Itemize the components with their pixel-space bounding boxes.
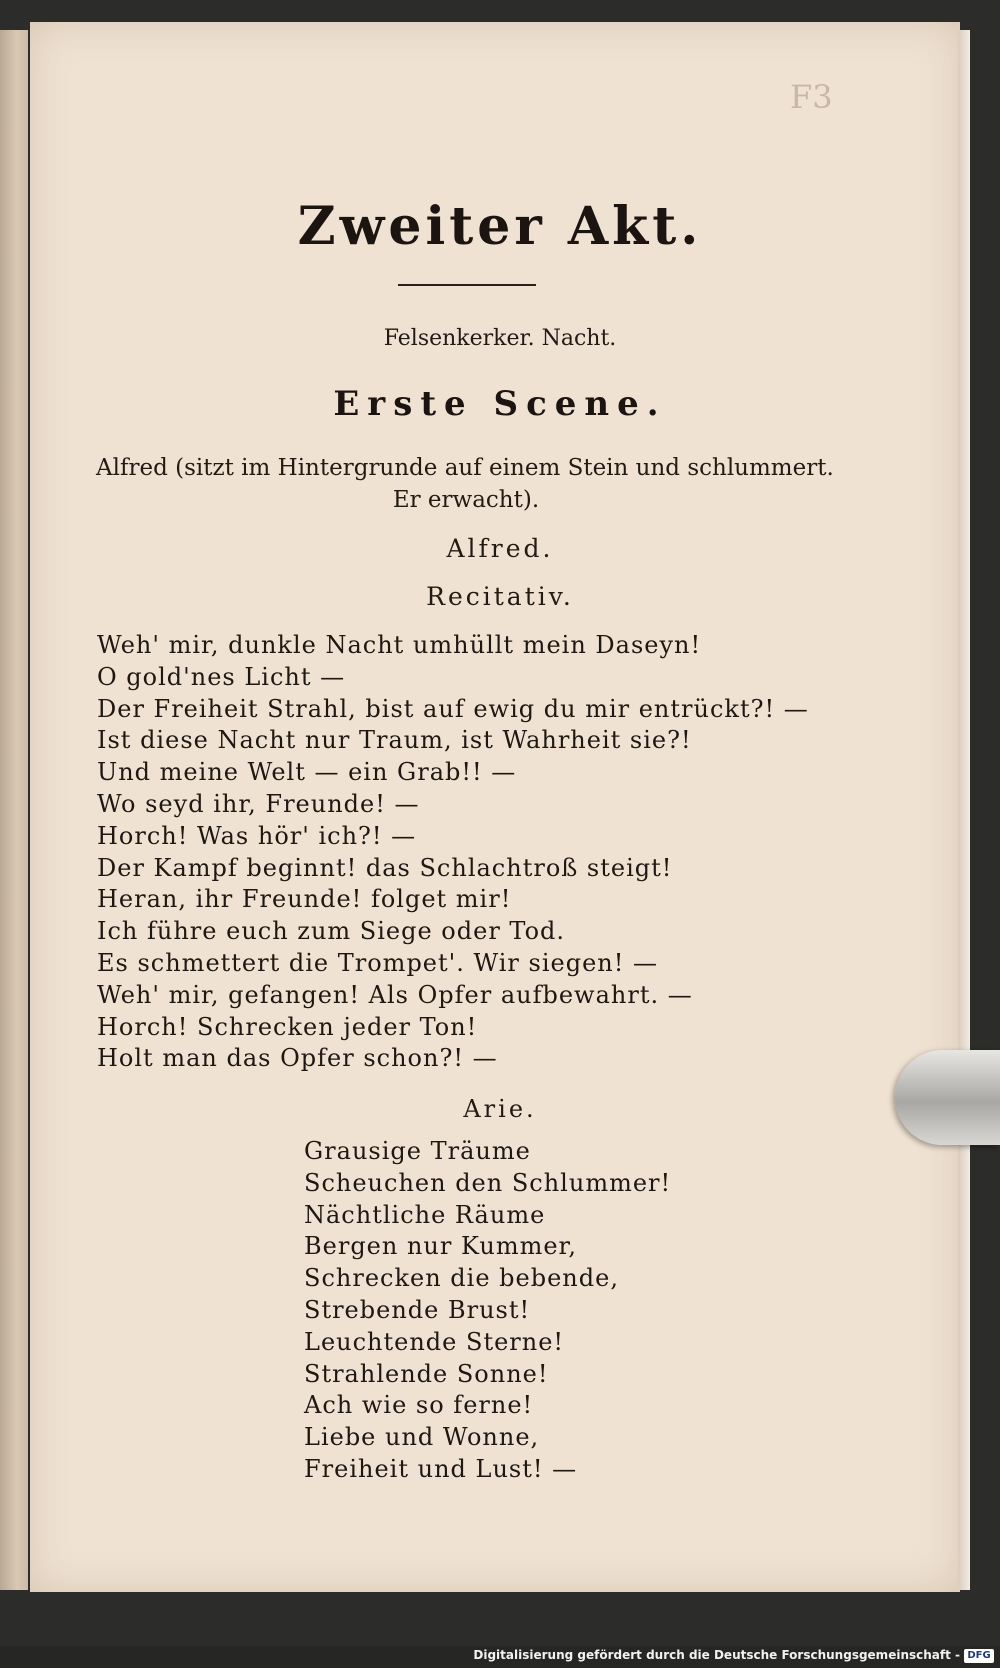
verse-line: Horch! Schrecken jeder Ton! [97, 1012, 478, 1041]
recitative-heading: Recitativ. [426, 582, 574, 611]
verse-line: Und meine Welt — ein Grab!! — [97, 758, 517, 787]
stage-direction-line-2: Er erwacht). [392, 487, 540, 513]
verse-line: Bergen nur Kummer, [304, 1232, 578, 1261]
verse-line: Holt man das Opfer schon?! — [97, 1044, 498, 1073]
verse-line: Liebe und Wonne, [304, 1423, 540, 1452]
aria-text [304, 1136, 804, 1486]
aria-heading: Arie. [463, 1095, 537, 1123]
verse-line: Der Kampf beginnt! das Schlachtroß steigt! [97, 853, 673, 882]
book-clip [895, 1050, 1000, 1145]
verse-line: Heran, ihr Freunde! folget mir! [97, 885, 512, 914]
verse-line: O gold'nes Licht — [97, 662, 346, 691]
verse-line: Strahlende Sonne! [304, 1359, 549, 1388]
verse-line: Ist diese Nacht nur Traum, ist Wahrheit sie?! [97, 726, 692, 755]
verse-line: Grausige Träume [304, 1137, 531, 1165]
verse-line: Der Freiheit Strahl, bist auf ewig du mir entrückt?! — [97, 694, 809, 723]
left-page-edge [0, 30, 28, 1590]
verse-line: Es schmettert die Trompet'. Wir siegen! — [97, 948, 659, 977]
verse-line: Strebende Brust! [304, 1295, 531, 1324]
digitization-credit: Digitalisierung gefördert durch die Deutsche Forschungsgemeinschaft - [473, 1648, 960, 1662]
verse-line: Wo seyd ihr, Freunde! — [97, 789, 420, 818]
verse-line: Ach wie so ferne! [304, 1391, 534, 1420]
speaker-name: Alfred. [446, 534, 554, 563]
verse-line: Leuchtende Sterne! [304, 1327, 565, 1356]
verse-line: Ich führe euch zum Siege oder Tod. [97, 917, 566, 946]
verse-line: Nächtliche Räume [304, 1200, 546, 1229]
recitative-text [97, 630, 857, 1075]
stage-direction-line-1: Alfred (sitzt im Hintergrunde auf einem Stein und schlummert. [96, 455, 834, 481]
act-title: Zweiter Akt. [297, 196, 703, 257]
stage-direction [96, 452, 836, 516]
page-right-edge [958, 30, 970, 1590]
title-rule [398, 284, 536, 286]
verse-line: Freiheit und Lust! — [304, 1454, 578, 1483]
verse-line: Horch! Was hör' ich?! — [97, 821, 417, 850]
scene-title: Erste Scene. [333, 384, 667, 424]
page-number: F3 [790, 78, 833, 116]
scene-setting: Felsenkerker. Nacht. [383, 326, 617, 351]
dfg-logo: DFG [964, 1649, 994, 1663]
verse-line: Scheuchen den Schlummer! [304, 1168, 672, 1197]
verse-line: Weh' mir, dunkle Nacht umhüllt mein Daseyn! [97, 631, 702, 659]
verse-line: Schrecken die bebende, [304, 1264, 619, 1293]
verse-line: Weh' mir, gefangen! Als Opfer aufbewahrt. — [97, 980, 693, 1009]
